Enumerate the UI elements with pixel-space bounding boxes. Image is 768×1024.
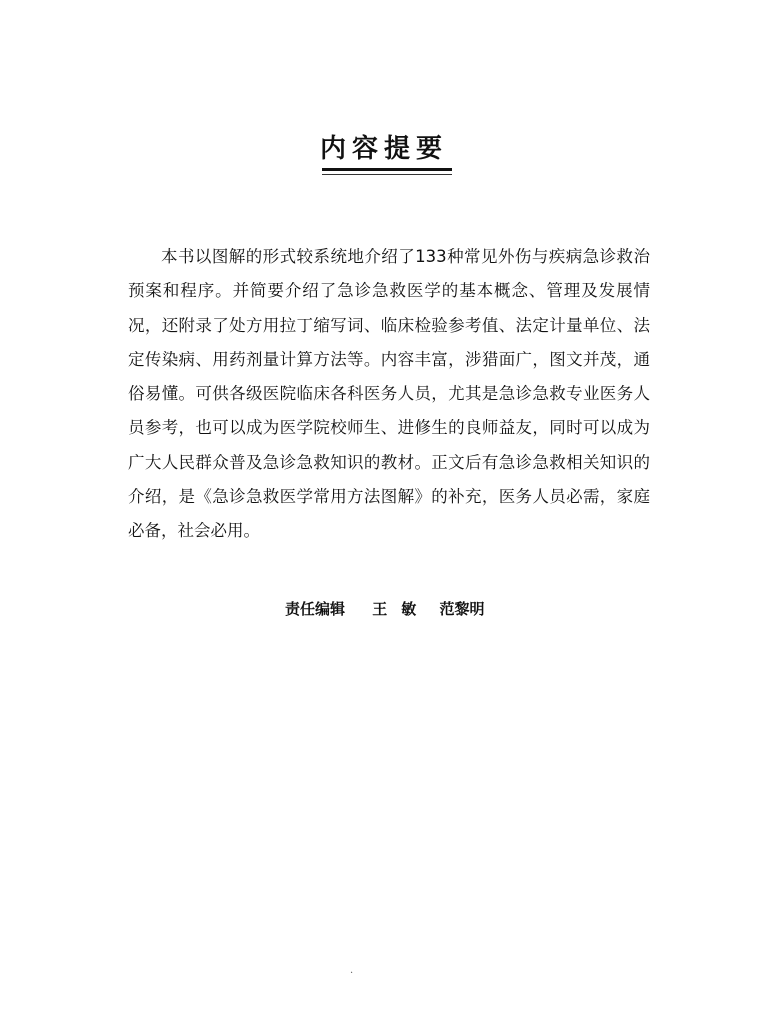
page-title: 内容提要	[319, 134, 448, 164]
editor-name-1: 王敏	[372, 600, 431, 618]
title-underline-thin	[322, 174, 452, 175]
editor-line	[285, 598, 485, 619]
editor-label: 责任编辑	[285, 600, 346, 618]
footer-mark: ·	[350, 968, 354, 979]
title-underline-thick	[322, 168, 452, 171]
summary-paragraph: 本书以图解的形式较系统地介绍了133种常见外伤与疾病急诊救治预案和程序。并简要介绍了急诊急救医学的基本概念、管理及发展情况，还附录了处方用拉丁缩写词、临床检验参考值、法定计量单位、法定传染病、用药剂量计算方法等。内容丰富，涉猎面广，图文并茂，通俗易懂。可供各级医院临床各科医务人员，尤其是急诊急救专业医务人员参考，也可以成为医学院校师生、进修生的良师益友，同时可以成为广大人民群众普及急诊急救知识的教材。正文后有急诊急救相关知识的介绍，是《急诊急救医学常用方法图解》的补充，医务人员必需，家庭必备，社会必用。	[128, 247, 650, 541]
editor-name-2: 范黎明	[439, 600, 485, 618]
